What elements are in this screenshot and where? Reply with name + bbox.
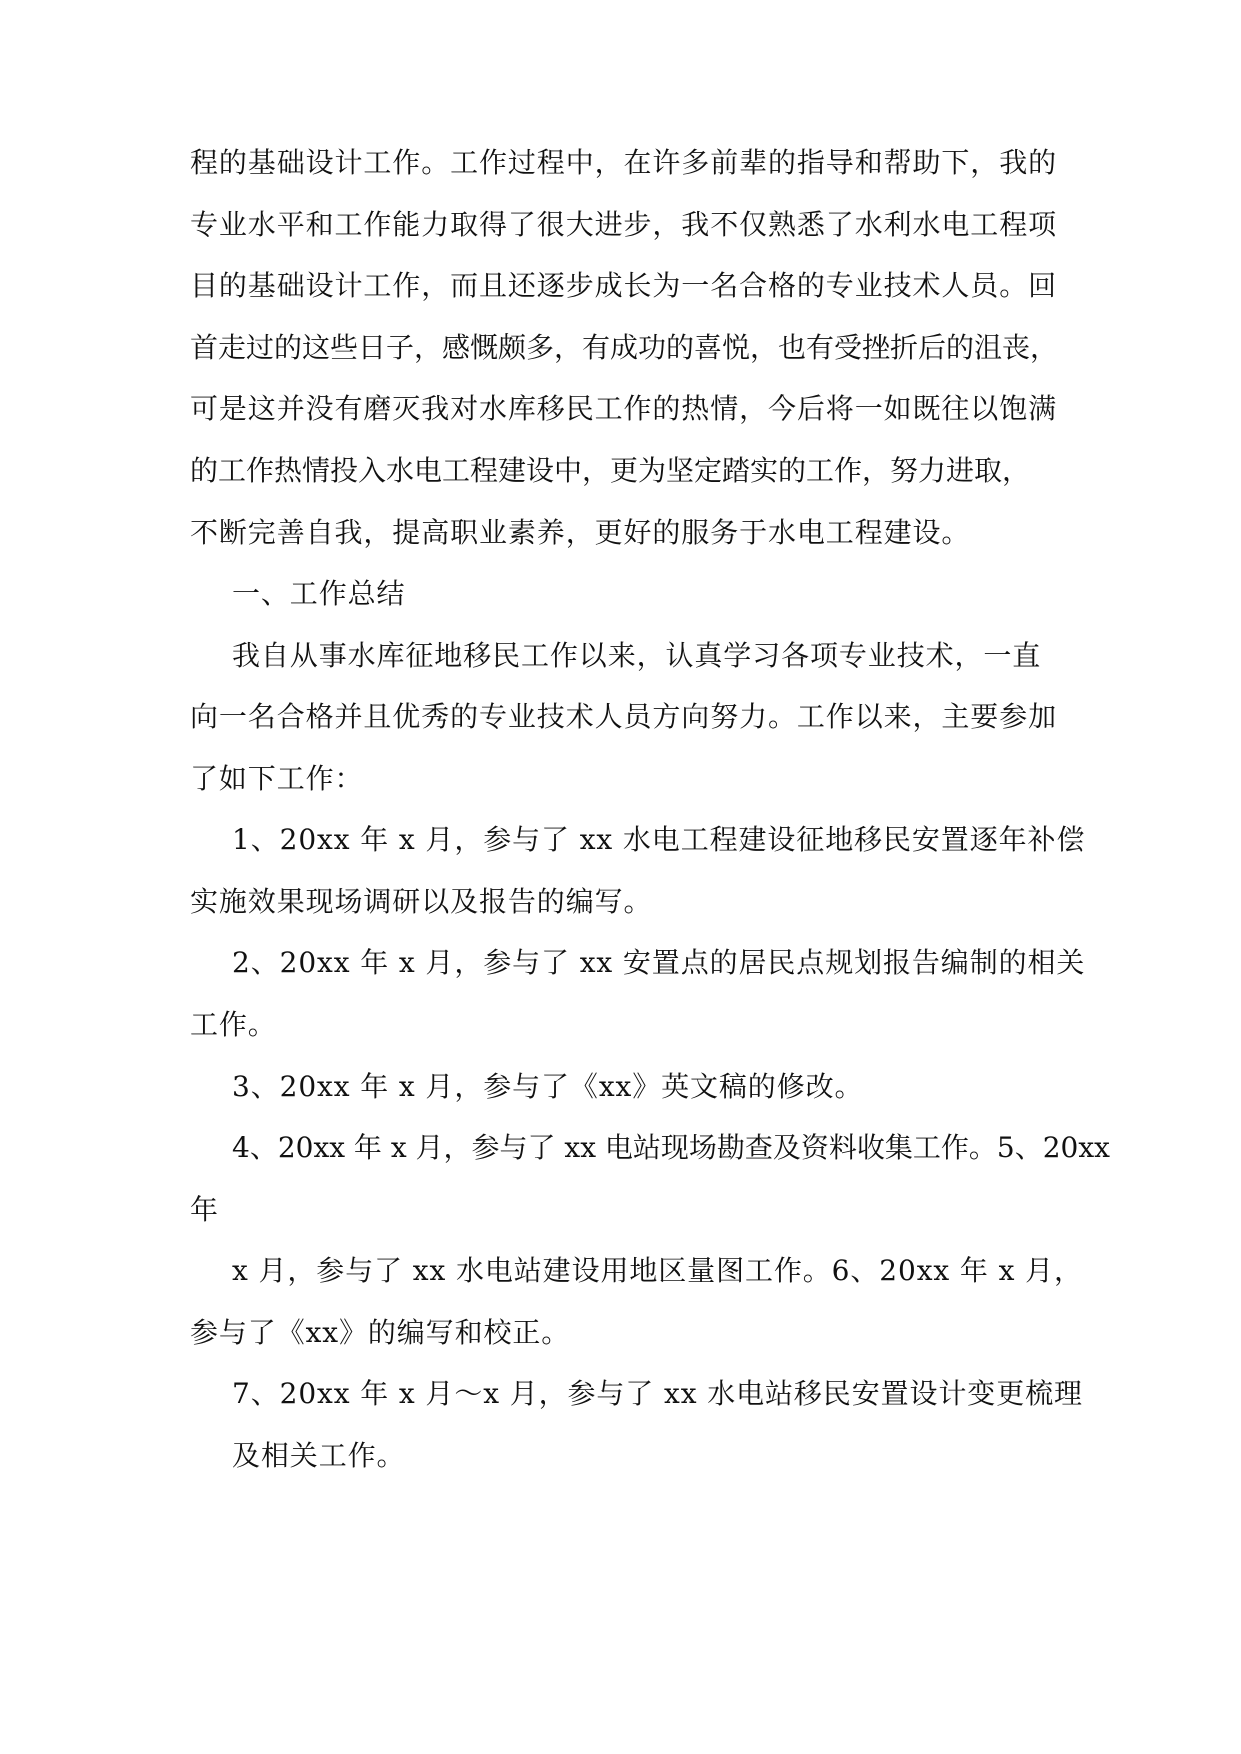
- text-line-11: 了如下工作：: [190, 762, 364, 795]
- text-line-7: 不断完善自我，提高职业素养，更好的服务于水电工程建设。: [190, 516, 971, 549]
- text-line-10: 向一名合格并且优秀的专业技术人员方向努力。工作以来，主要参加: [190, 700, 1058, 733]
- list-item-7-cont: 及相关工作。: [232, 1439, 406, 1472]
- list-item-2: 2、20xx 年 x 月，参与了 xx 安置点的居民点规划报告编制的相关: [232, 946, 1086, 979]
- text-line-1: 程的基础设计工作。工作过程中，在许多前辈的指导和帮助下，我的: [190, 146, 1058, 179]
- list-item-2-cont: 工作。: [190, 1008, 277, 1041]
- list-item-4-cont: 年: [190, 1193, 219, 1226]
- text-line-5: 可是这并没有磨灭我对水库移民工作的热情，今后将一如既往以饱满: [190, 392, 1058, 425]
- list-item-1: 1、20xx 年 x 月，参与了 xx 水电工程建设征地移民安置逐年补偿: [232, 823, 1086, 856]
- section-heading: 一、工作总结: [232, 577, 406, 610]
- text-line-3: 目的基础设计工作，而且还逐步成长为一名合格的专业技术人员。回: [190, 269, 1058, 302]
- text-line-4: 首走过的这些日子，感慨颇多，有成功的喜悦，也有受挫折后的沮丧，: [190, 331, 1059, 364]
- list-item-1-cont: 实施效果现场调研以及报告的编写。: [190, 885, 653, 918]
- list-item-6-cont: 参与了《xx》的编写和校正。: [190, 1316, 571, 1349]
- text-line-6: 的工作热情投入水电工程建设中，更为坚定踏实的工作，努力进取，: [190, 454, 1031, 487]
- list-item-5: x 月，参与了 xx 水电站建设用地区量图工作。6、20xx 年 x 月，: [232, 1254, 1083, 1287]
- text-line-2: 专业水平和工作能力取得了很大进步，我不仅熟悉了水利水电工程项: [190, 208, 1058, 241]
- list-item-3: 3、20xx 年 x 月，参与了《xx》英文稿的修改。: [232, 1070, 864, 1103]
- text-line-9: 我自从事水库征地移民工作以来，认真学习各项专业技术，一直: [232, 639, 1042, 672]
- list-item-4: 4、20xx 年 x 月，参与了 xx 电站现场勘查及资料收集工作。5、20xx: [232, 1131, 1110, 1164]
- list-item-7: 7、20xx 年 x 月～x 月，参与了 xx 水电站移民安置设计变更梳理: [232, 1377, 1083, 1410]
